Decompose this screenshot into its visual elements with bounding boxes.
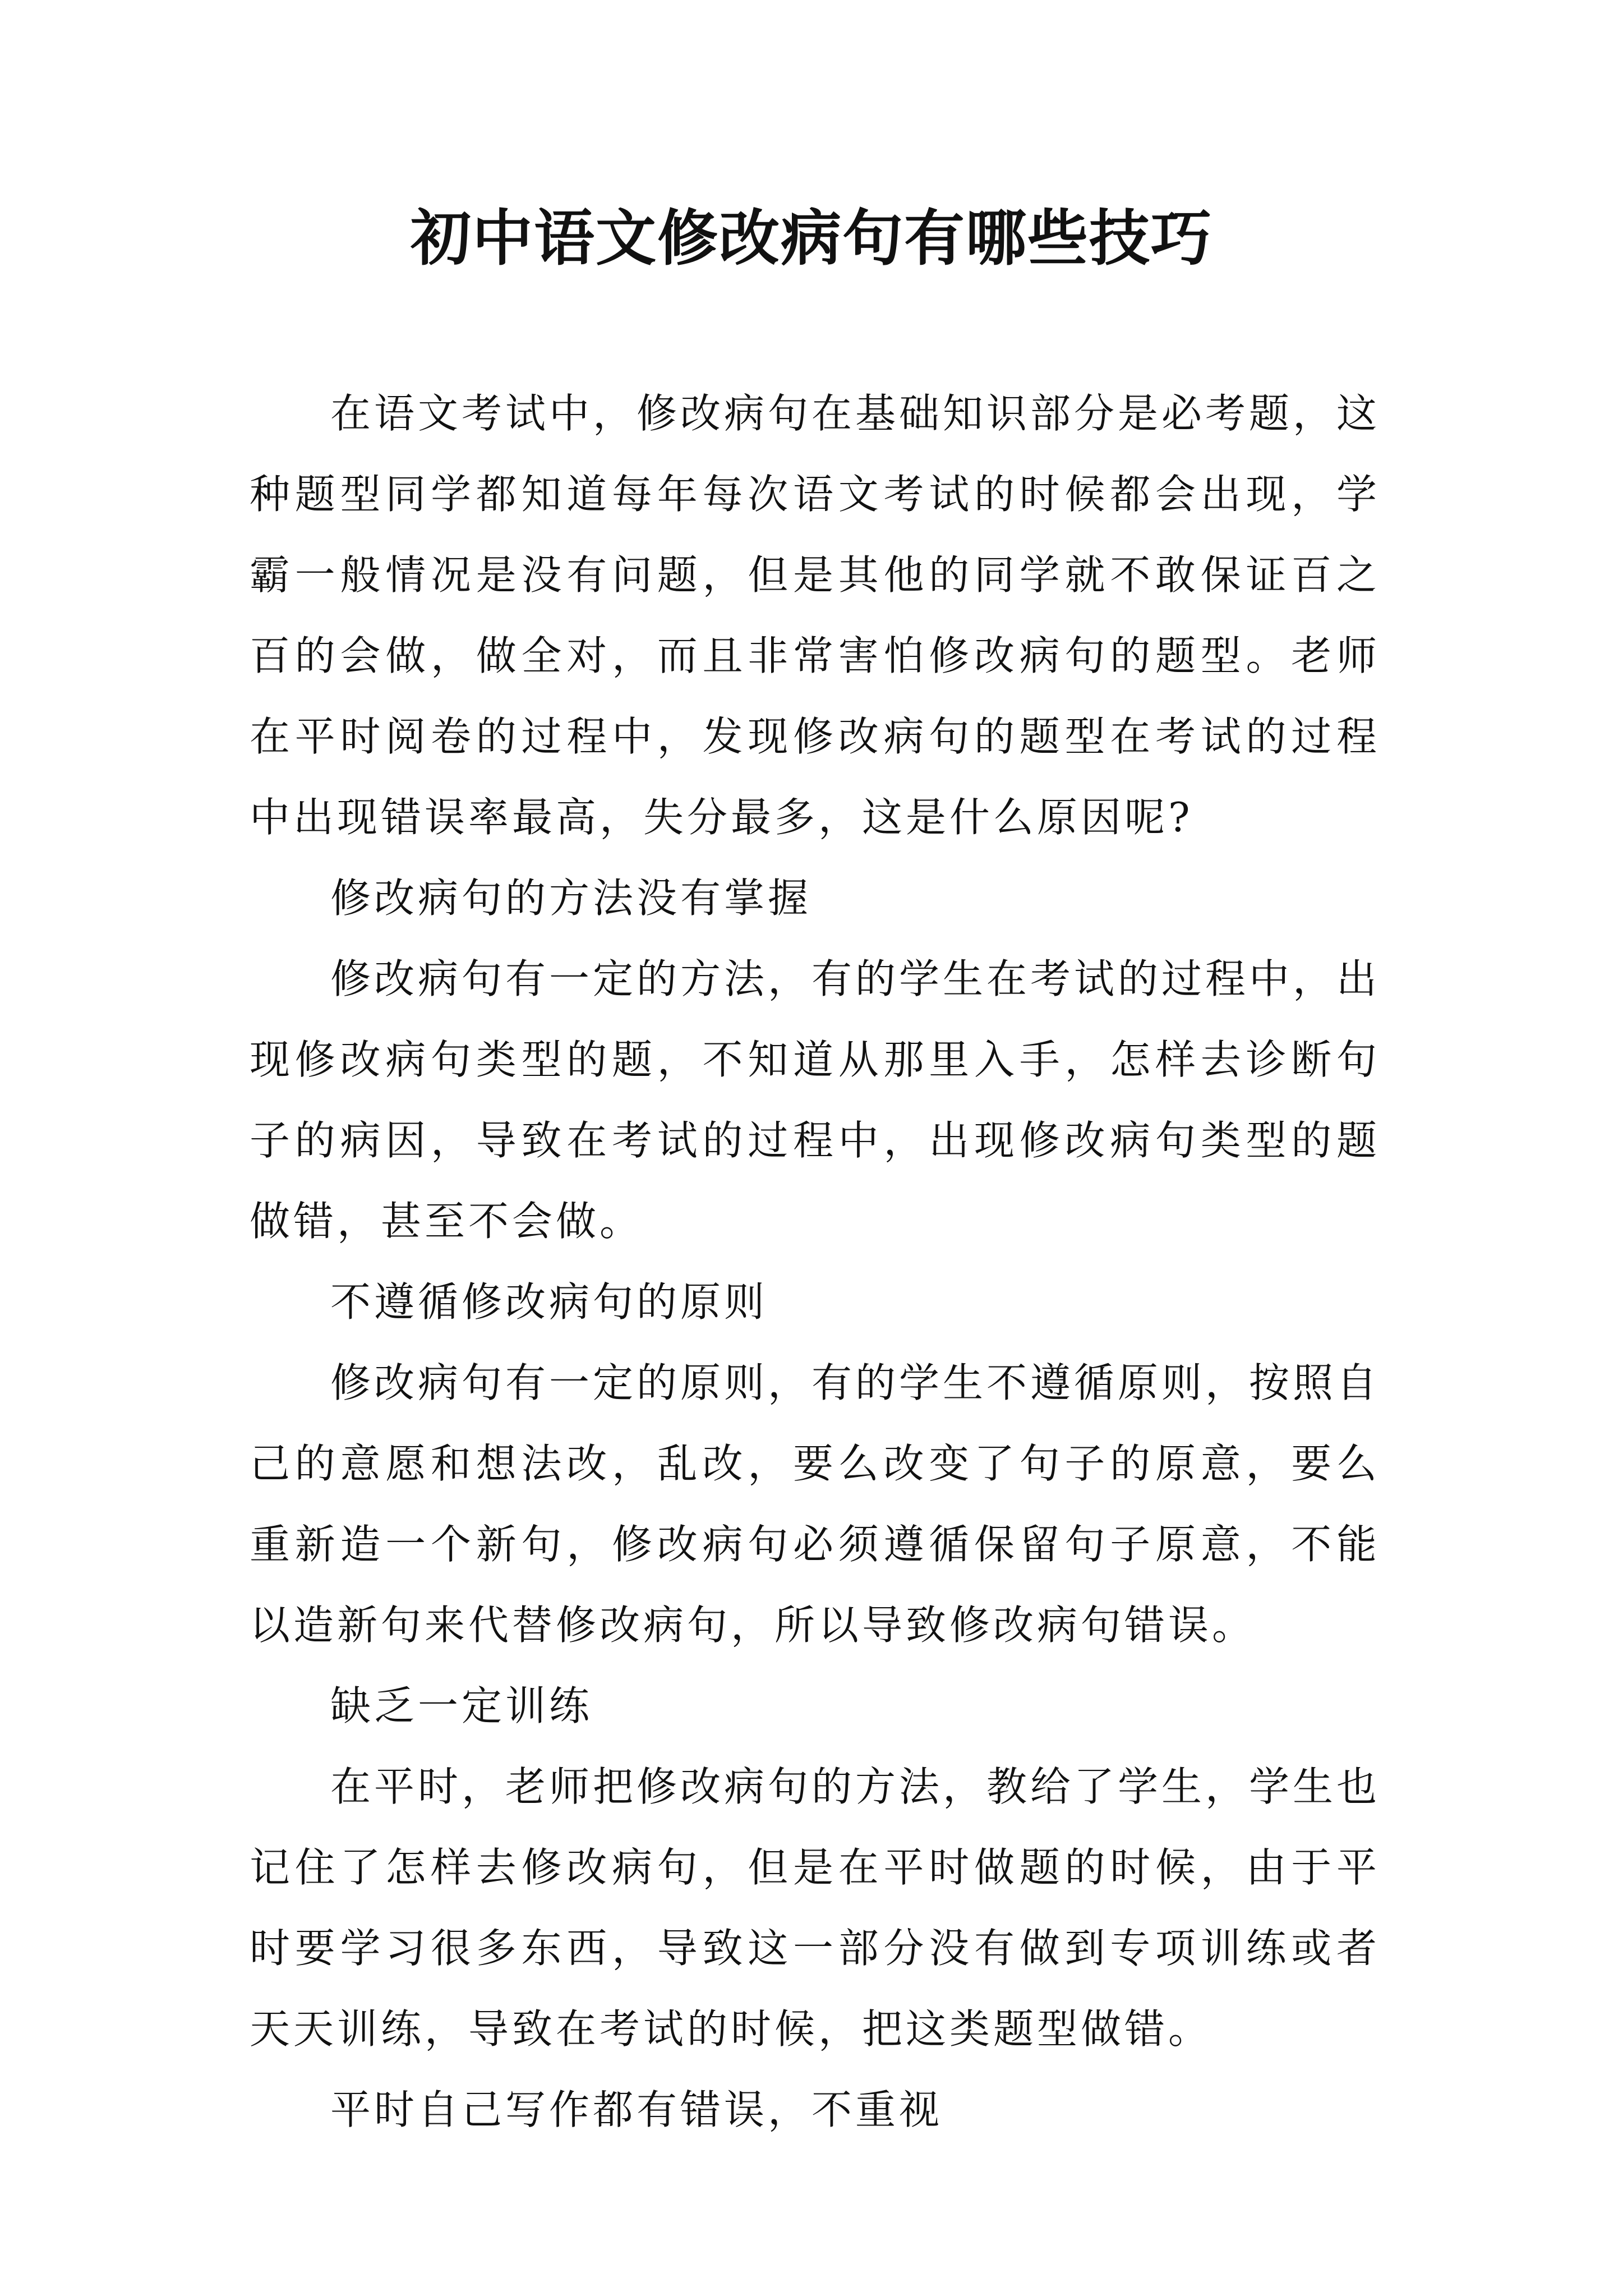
- paragraph-method: 修改病句有一定的方法，有的学生在考试的过程中，出现修改病句类型的题，不知道从那里入手，怎样去诊断句子的病因，导致在考试的过程中，出现修改病句类型的题做错，甚至不会做。: [250, 955, 1381, 1245]
- paragraph-intro: 在语文考试中，修改病句在基础知识部分是必考题，这种题型同学都知道每年每次语文考试的时候都会出现，学霸一般情况是没有问题，但是其他的同学就不敢保证百之百的会做，做全对，而且非常害怕修改病句的题型。老师在平时阅卷的过程中，发现修改病句的题型在考试的过程中出现错误率最高，失分最多，这是什么原因呢?: [250, 390, 1381, 841]
- document-body: [250, 373, 1380, 2150]
- section-heading-writing: 平时自己写作都有错误，不重视: [330, 2086, 943, 2133]
- paragraph-training: 在平时，老师把修改病句的方法，教给了学生，学生也记住了怎样去修改病句，但是在平时做题的时候，由于平时要学习很多东西，导致这一部分没有做到专项训练或者天天训练，导致在考试的时候，把这类题型做错。: [250, 1763, 1381, 2053]
- paragraph-principle: 修改病句有一定的原则，有的学生不遵循原则，按照自己的意愿和想法改，乱改，要么改变了句子的原意，要么重新造一个新句，修改病句必须遵循保留句子原意，不能以造新句来代替修改病句，所以导致修改病句错误。: [250, 1359, 1381, 1649]
- section-heading-principle: 不遵循修改病句的原则: [330, 1278, 768, 1326]
- section-heading-method: 修改病句的方法没有掌握: [330, 875, 812, 922]
- document-title: 初中语文修改病句有哪些技巧: [410, 203, 1212, 274]
- section-heading-training: 缺乏一定训练: [330, 1682, 593, 1729]
